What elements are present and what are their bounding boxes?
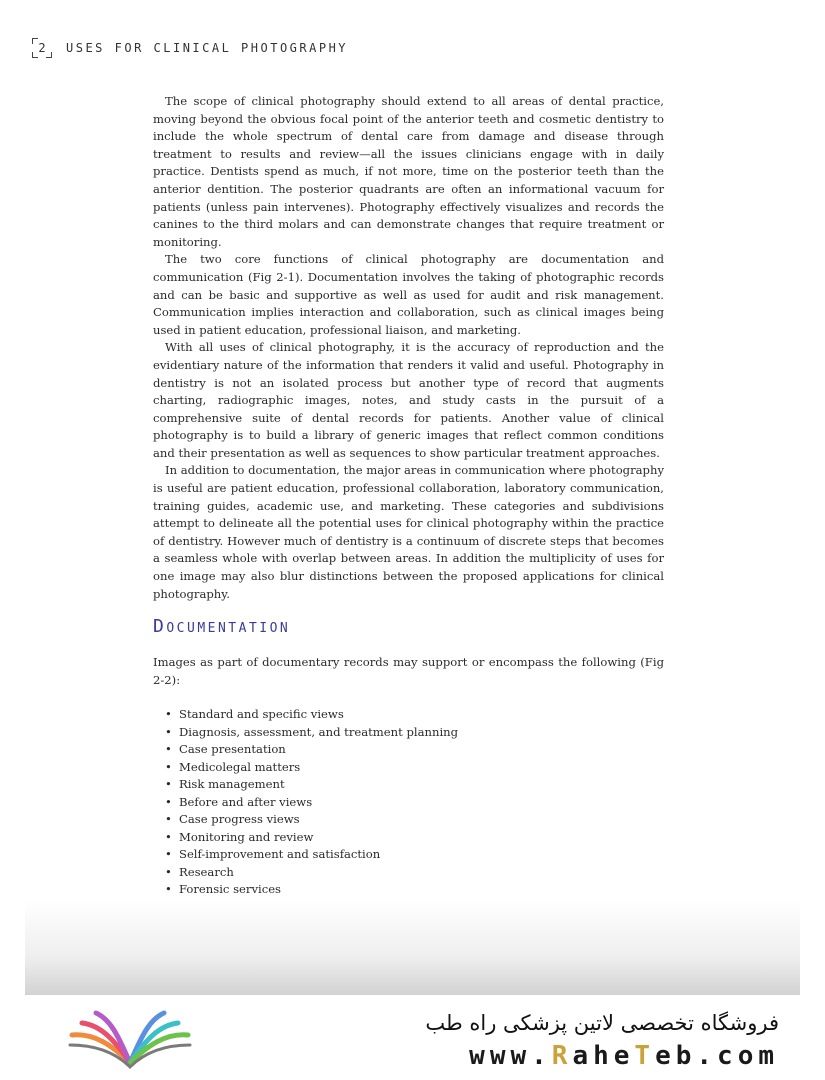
url-part: www. <box>469 1041 552 1071</box>
list-item <box>165 864 458 882</box>
list-item <box>165 846 458 864</box>
running-head <box>32 38 348 58</box>
list-item-text: Medicolegal matters <box>179 759 301 774</box>
list-item-text: Risk management <box>179 777 285 791</box>
documentation-list <box>165 706 458 899</box>
list-item-text: Case presentation <box>179 742 286 756</box>
list-item <box>165 706 458 724</box>
list-item-text: Monitoring and review <box>179 829 314 844</box>
list-item-text: Standard and specific views <box>179 707 344 721</box>
list-item <box>165 741 458 759</box>
bullet-icon: • <box>165 777 172 791</box>
list-item <box>165 829 458 847</box>
url-accent: T <box>634 1041 656 1071</box>
section-intro: Images as part of documentary records may support or encompass the following (Fig 2-2): <box>153 655 664 687</box>
url-part: ahe <box>572 1041 635 1071</box>
list-item <box>165 881 458 899</box>
list-item <box>165 811 458 829</box>
bullet-icon: • <box>165 812 172 826</box>
bullet-icon: • <box>165 847 172 861</box>
bullet-icon: • <box>165 742 172 756</box>
store-url[interactable] <box>469 1041 779 1071</box>
section-heading: Documentation <box>153 616 291 637</box>
list-item <box>165 794 458 812</box>
list-item-text: Before and after views <box>179 794 313 809</box>
paragraph: With all uses of clinical photography, it is the accuracy of reproduction and the evidentiary nature of the information that renders it valid and useful. Photography in dentistry is not an isolated process but another type of record that augments charting, radiographic images, notes, and study casts in the pursuit of a comprehensive suite of dental records for patients. Another value of clinical photography is to build a library of generic images that reflect common conditions and their presentation as well as sequences to show particular treatment approaches. <box>153 340 664 460</box>
bullet-icon: • <box>165 829 172 844</box>
bullet-icon: • <box>165 707 172 721</box>
page-number-box <box>32 38 52 58</box>
list-item-text: Forensic services <box>179 882 282 896</box>
bullet-icon: • <box>165 882 172 896</box>
bullet-icon: • <box>165 759 172 774</box>
body-text <box>153 93 664 603</box>
store-name: فروشگاه تخصصی لاتین پزشکی راه طب <box>425 1011 779 1035</box>
list-item-text: Research <box>179 864 234 879</box>
list-item <box>165 759 458 777</box>
list-item-text: Case progress views <box>179 812 300 826</box>
bullet-icon: • <box>165 864 172 879</box>
list-item-text: Self-improvement and satisfaction <box>179 847 381 861</box>
chapter-title: USES FOR CLINICAL PHOTOGRAPHY <box>66 41 349 55</box>
list-item <box>165 776 458 794</box>
url-accent: R <box>551 1041 573 1071</box>
paragraph: The two core functions of clinical photography are documentation and communication (Fig 2-1). Documentation involves the taking of photographic records and can be basic and supportive as well as used for audit and risk management. Communication implies interaction and collaboration, such as clinical images being used in patient education, professional liaison, and marketing. <box>153 252 664 337</box>
paragraph: The scope of clinical photography should extend to all areas of dental practice, moving beyond the obvious focal point of the anterior teeth and cosmetic dentistry to include the whole spectrum of dental care from damage and disease through treatment to results and review—all the issues clinicians engage with in daily practice. Dentists spend as much, if not more, time on the posterior teeth than the anterior dentition. The posterior quadrants are often an informational vacuum for patients (unless pain intervenes). Photography effectively visualizes and records the canines to the third molars and can demonstrate changes that require treatment or monitoring. <box>153 94 664 249</box>
open-book-icon <box>66 1005 194 1071</box>
page-shadow <box>25 900 800 995</box>
url-part: eb.com <box>655 1041 779 1071</box>
list-item <box>165 724 458 742</box>
bullet-icon: • <box>165 724 172 739</box>
paragraph: In addition to documentation, the major areas in communication where photography is useful are patient education, professional collaboration, laboratory communication, training guides, academic use, and marketing. These categories and subdivisions attempt to delineate all the potential uses for clinical photography within the practice of dentistry. However much of dentistry is a continuum of discrete steps that becomes a seamless whole with overlap between areas. In addition the multiplicity of uses for one image may also blur distinctions between the proposed applications for clinical photography. <box>153 463 664 601</box>
footer-banner <box>0 995 825 1080</box>
list-item-text: Diagnosis, assessment, and treatment planning <box>179 724 459 739</box>
page-number: 2 <box>38 41 46 55</box>
bullet-icon: • <box>165 794 172 809</box>
